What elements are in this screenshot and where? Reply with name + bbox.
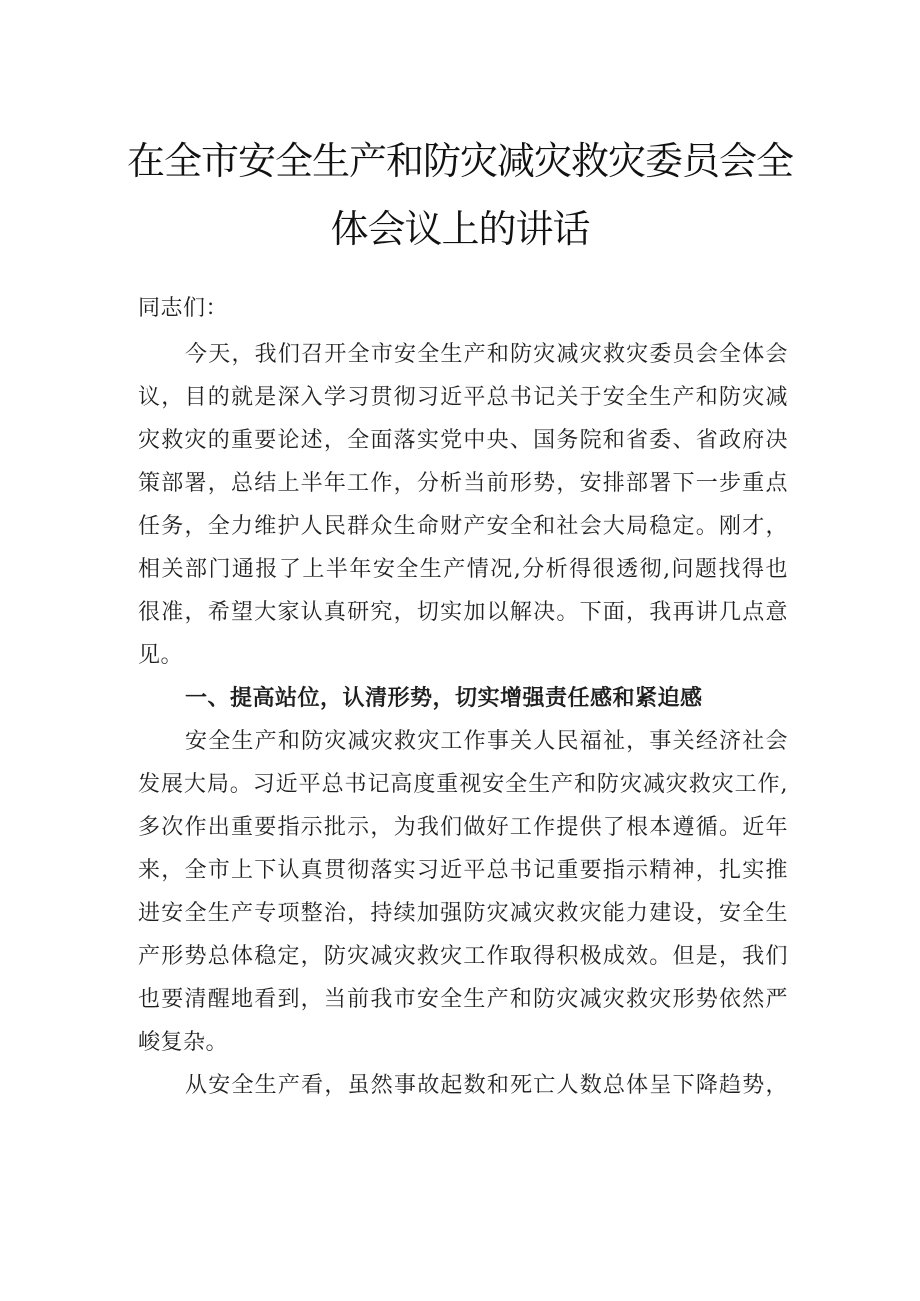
paragraph-1-line: 策部署，总结上半年工作，分析当前形势，安排部署下一步重点 [138,471,788,496]
paragraph-2-line: 来，全市上下认真贯彻落实习近平总书记重要指示精神，扎实推 [138,858,788,883]
paragraph-2-line: 产形势总体稳定，防灾减灾救灾工作取得积极成效。但是，我们 [138,944,788,969]
paragraph-2-line: 进安全生产专项整治，持续加强防灾减灾救灾能力建设，安全生 [138,901,788,926]
paragraph-2-line: 也要清醒地看到，当前我市安全生产和防灾减灾救灾形势依然严 [138,987,788,1012]
paragraph-1-line: 议，目的就是深入学习贯彻习近平总书记关于安全生产和防灾减 [138,385,788,410]
paragraph-2-line: 发展大局。习近平总书记高度重视安全生产和防灾减灾救灾工作, [138,772,788,797]
title-line-2: 体会议上的讲话 [330,207,590,251]
paragraph-2-line: 峻复杂。 [138,1030,229,1055]
paragraph-3-line: 从安全生产看，虽然事故起数和死亡人数总体呈下降趋势， [185,1073,788,1098]
paragraph-2-line: 多次作出重要指示批示，为我们做好工作提供了根本遵循。近年 [138,815,788,840]
section-heading-1: 一、提高站位，认清形势，切实增强责任感和紧迫感 [185,686,703,711]
paragraph-2-line: 安全生产和防灾减灾救灾工作事关人民福祉，事关经济社会 [185,729,788,754]
paragraph-1-line: 见。 [138,643,184,668]
paragraph-1-line: 相关部门通报了上半年安全生产情况,分析得很透彻,问题找得也 [138,557,788,582]
paragraph-1-line: 灾救灾的重要论述，全面落实党中央、国务院和省委、省政府决 [138,428,788,453]
paragraph-1-line: 很准，希望大家认真研究，切实加以解决。下面，我再讲几点意 [138,600,788,625]
title-line-1: 在全市安全生产和防灾减灾救灾委员会全 [126,139,793,183]
paragraph-1-line: 任务，全力维护人民群众生命财产安全和社会大局稳定。刚才， [138,514,788,539]
paragraph-1-line: 今天，我们召开全市安全生产和防灾减灾救灾委员会全体会 [185,342,788,367]
salutation: 同志们： [138,296,229,321]
